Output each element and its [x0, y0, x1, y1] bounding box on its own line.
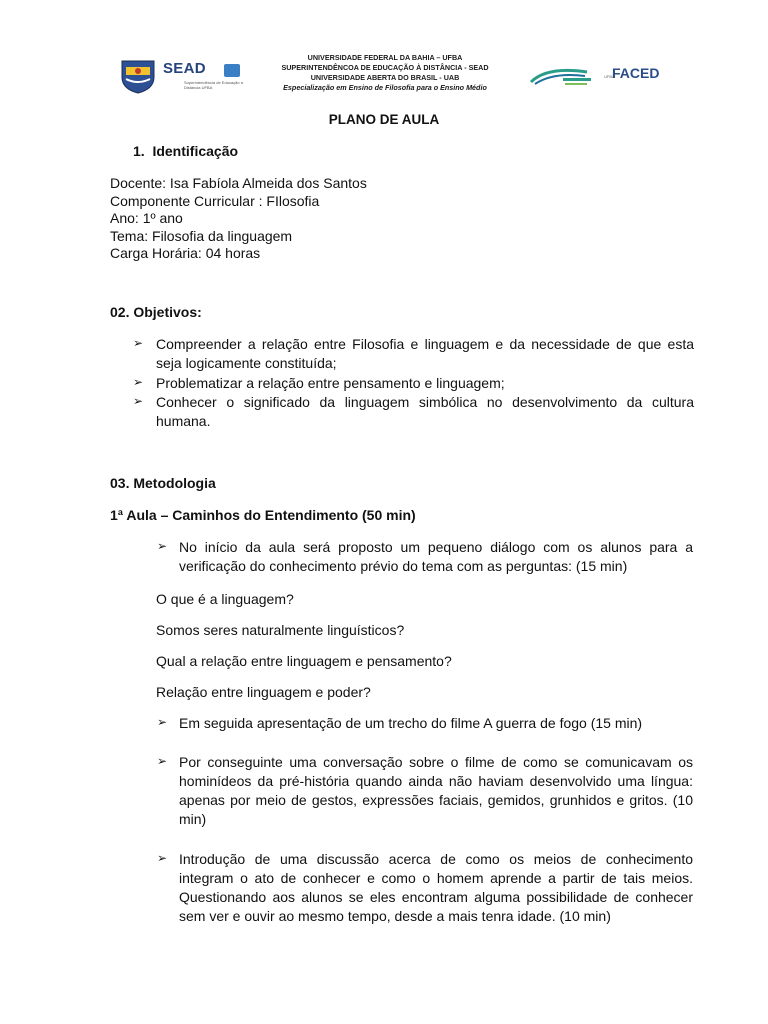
question-3: Qual a relação entre linguagem e pensamento?: [156, 653, 452, 669]
metodologia-item-1: No início da aula será proposto um pequeno diálogo com os alunos para a verificação do conhecimento prévio do tema com as perguntas: (15 min): [179, 539, 693, 574]
section-objetivos-heading: 02. Objetivos:: [110, 304, 202, 320]
section-identificacao-heading: 1. Identificação: [133, 143, 239, 159]
bullet-arrow-icon: ➢: [157, 851, 168, 865]
faged-logo-prefix: UFBA: [604, 74, 615, 79]
sead-logo-subtitle: Superintendência de Educação a Distância UFBA: [184, 80, 243, 90]
faged-logo-text: FACED: [612, 65, 660, 81]
question-2: Somos seres naturalmente linguísticos?: [156, 622, 405, 638]
objetivo-item-2: Problematizar a relação entre pensamento e linguagem;: [156, 375, 505, 391]
id-componente: Componente Curricular : FIlosofia: [110, 192, 320, 209]
uab-logo: [527, 64, 597, 90]
id-ano: Ano: 1º ano: [110, 210, 183, 226]
question-1: O que é a linguagem?: [156, 591, 294, 607]
sead-logo-mark: [224, 64, 240, 77]
bullet-arrow-icon: ➢: [157, 715, 168, 729]
page-title: PLANO DE AULA: [328, 112, 440, 127]
section-metodologia-heading: 03. Metodologia: [110, 475, 216, 491]
question-4: Relação entre linguagem e poder?: [156, 684, 371, 700]
id-carga: Carga Horária: 04 horas: [110, 245, 261, 261]
bullet-arrow-icon: ➢: [157, 539, 168, 553]
bullet-arrow-icon: ➢: [133, 394, 144, 408]
bullet-arrow-icon: ➢: [157, 754, 168, 768]
id-docente: Docente: Isa Fabíola Almeida dos Santos: [110, 175, 367, 191]
aula-1-heading: 1ª Aula – Caminhos do Entendimento (50 min): [110, 507, 416, 523]
sead-logo-text: SEAD: [163, 60, 206, 77]
id-tema: Tema: Filosofia da linguagem: [110, 227, 293, 244]
institution-line-2: SUPERINTENDÊNCOA DE EDUCAÇÃO À DISTÂNCIA - SEAD: [281, 63, 489, 72]
objetivo-item-1: Compreender a relação entre Filosofia e linguagem e da necessidade de que esta seja logicamente constituída;: [156, 336, 694, 371]
ufba-crest-logo: [118, 55, 158, 95]
identificacao-block: [110, 175, 367, 263]
metodologia-item-2: Em seguida apresentação de um trecho do filme A guerra de fogo (15 min): [179, 715, 643, 731]
institution-line-1: UNIVERSIDADE FEDERAL DA BAHIA – UFBA: [307, 53, 463, 62]
bullet-arrow-icon: ➢: [133, 375, 144, 389]
institution-line-4: Especialização em Ensino de Filosofia para o Ensino Médio: [283, 83, 487, 92]
objetivo-item-3: Conhecer o significado da linguagem simbólica no desenvolvimento da cultura humana.: [156, 394, 694, 429]
metodologia-item-3: Por conseguinte uma conversação sobre o filme de como se comunicavam os hominídeos da pré-história quando ainda não haviam desenvolvido uma língua: apenas por meio de gestos, expressões faciais, gemidos, grunhidos e gritos. (10 min): [179, 754, 693, 827]
institution-line-3: UNIVERSIDADE ABERTA DO BRASIL - UAB: [310, 73, 460, 82]
metodologia-item-4: Introdução de uma discussão acerca de como os meios de conhecimento integram o ato de conhecer e como o homem aprende a partir de tais meios. Questionando aos alunos se eles encontram alguma possibilidade de conhecer sem ver e ouvir ao mesmo tempo, desde a mais tenra idade. (10 min): [179, 851, 693, 924]
bullet-arrow-icon: ➢: [133, 336, 144, 350]
institution-header: [255, 53, 515, 93]
